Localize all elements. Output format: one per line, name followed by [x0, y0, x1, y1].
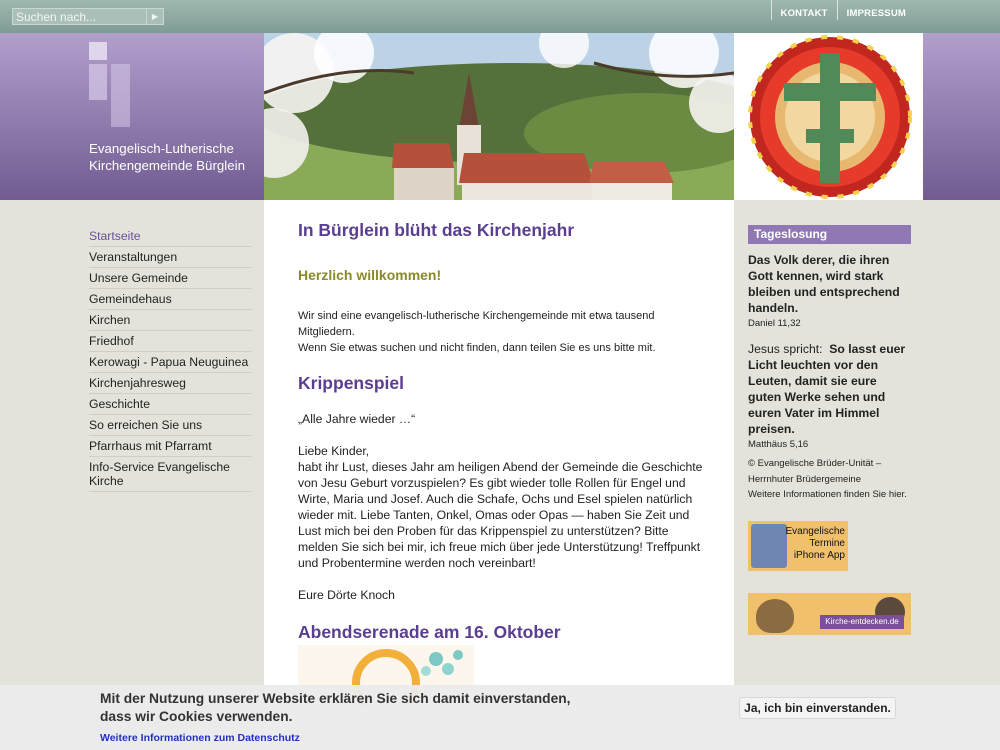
header-right-band — [923, 33, 1000, 200]
nav-item-kirchenjahresweg[interactable]: Kirchenjahresweg — [89, 373, 252, 394]
stained-glass-window — [734, 33, 923, 200]
krippenspiel-quote: „Alle Jahre wieder …“ — [298, 412, 416, 426]
krippenspiel-body: habt ihr Lust, dieses Jahr am heiligen Abend der Gemeinde die Geschichte von Jesu Geburt vorzuspielen? Es gibt wieder tolle Rollen für Engel und Wirte, Maria und Josef. Auch die Schafe, Ochs und Esel spielen natürlich wieder mit. Liebe Tanten, Onkel, Omas oder Opas — haben Sie Zeit und Lust mich bei den Proben für das Krippenspiel zu unterstützen? Bitte melden Sie sich bei mir, ich freue mich über jede Unterstützung! Treffpunkt und Probentermine werden noch vereinbart! — [298, 460, 703, 570]
nav-item-kirchen[interactable]: Kirchen — [89, 310, 252, 331]
page-title: In Bürglein blüht das Kirchenjahr — [298, 220, 575, 240]
welcome-heading: Herzlich willkommen! — [298, 267, 442, 283]
krippenspiel-greeting: Liebe Kinder, — [298, 444, 370, 458]
cookie-accept-button[interactable]: Ja, ich bin einverstanden. — [739, 697, 896, 719]
more-info-link[interactable]: Weitere Informationen finden Sie hier. — [748, 489, 907, 500]
lehrtext-reference: Matthäus 5,16 — [748, 439, 809, 450]
nav-item-gemeindehaus[interactable]: Gemeindehaus — [89, 289, 252, 310]
logo-icon[interactable] — [89, 42, 134, 127]
privacy-link[interactable]: Weitere Informationen zum Datenschutz — [100, 732, 300, 744]
krippenspiel-signature: Eure Dörte Knoch — [298, 588, 395, 602]
germany-map-icon — [751, 524, 787, 568]
nav-item-unsere-gemeinde[interactable]: Unsere Gemeinde — [89, 268, 252, 289]
owl-icon — [756, 599, 794, 633]
top-links — [771, 0, 915, 20]
main-navigation — [89, 226, 252, 492]
lehrtext: Jesus spricht: So lasst euer Licht leuchten vor den Leuten, damit sie eure guten Werke sehen und euren Vater im Himmel preisen. — [748, 342, 906, 436]
organization-name: Evangelisch-Lutherische Kirchengemeinde Bürglein — [89, 141, 245, 173]
nav-item-kerowagi[interactable]: Kerowagi - Papua Neuguinea — [89, 352, 252, 373]
app-banner-label: Evangelische Termine iPhone App — [785, 525, 845, 561]
sidebar — [748, 225, 911, 635]
cookie-banner — [0, 685, 1000, 750]
krippenspiel-heading: Krippenspiel — [298, 373, 404, 393]
intro-text-2: Wenn Sie etwas suchen und nicht finden, dann teilen Sie es uns bitte mit. — [298, 342, 656, 354]
header-brand — [0, 33, 264, 200]
nav-item-geschichte[interactable]: Geschichte — [89, 394, 252, 415]
tageslosung-heading: Tageslosung — [748, 225, 911, 244]
main-content — [298, 200, 708, 643]
termine-app-banner[interactable] — [748, 521, 848, 571]
losung-verse: Das Volk derer, die ihren Gott kennen, wird stark bleiben und entsprechend handeln. — [748, 253, 900, 315]
kirche-entdecken-label: Kirche-entdecken.de — [820, 615, 904, 629]
header — [0, 33, 1000, 200]
copyright-line-2: Herrnhuter Brüdergemeine — [748, 473, 862, 485]
impressum-link[interactable]: IMPRESSUM — [837, 0, 915, 20]
nav-item-so-erreichen-sie-uns[interactable]: So erreichen Sie uns — [89, 415, 252, 436]
cookie-message: Mit der Nutzung unserer Website erklären Sie sich damit einverstanden, dass wir Cookies verwenden. — [100, 691, 571, 724]
top-bar — [0, 0, 1000, 33]
search-input[interactable] — [13, 9, 146, 24]
search-box — [12, 8, 164, 25]
nav-item-info-service[interactable]: Info-Service Evangelische Kirche — [89, 457, 252, 492]
serenade-heading: Abendserenade am 16. Oktober — [298, 622, 561, 642]
nav-item-veranstaltungen[interactable]: Veranstaltungen — [89, 247, 252, 268]
losung-reference: Daniel 11,32 — [748, 318, 801, 329]
copyright-line-1: © Evangelische Brüder-Unität – — [748, 458, 882, 469]
church-photo — [264, 33, 734, 200]
nav-item-startseite[interactable]: Startseite — [89, 226, 252, 247]
nav-item-pfarrhaus[interactable]: Pfarrhaus mit Pfarramt — [89, 436, 252, 457]
kontakt-link[interactable]: KONTAKT — [771, 0, 837, 20]
nav-item-friedhof[interactable]: Friedhof — [89, 331, 252, 352]
search-submit-button[interactable]: ▶ — [146, 9, 163, 24]
intro-text-1: Wir sind eine evangelisch-lutherische Kirchengemeinde mit etwa tausend Mitgliedern. — [298, 310, 655, 338]
kirche-entdecken-banner[interactable] — [748, 593, 911, 635]
